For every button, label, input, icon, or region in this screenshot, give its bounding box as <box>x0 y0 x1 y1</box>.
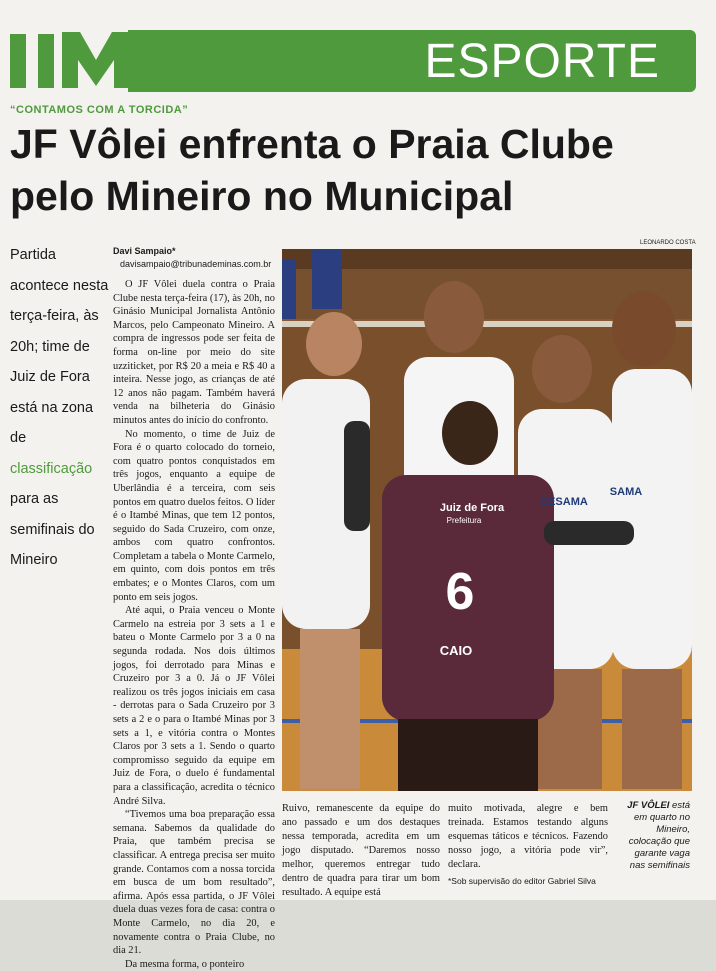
photo-credit: LEONARDO COSTA <box>640 240 696 246</box>
jersey-text: Juiz de Fora <box>439 502 505 514</box>
kicker-highlight: classificação <box>10 460 93 477</box>
kicker-part-1: Partida acontece nesta terça-feira, às 20h; time de <box>10 247 109 355</box>
photo-caption <box>622 800 690 872</box>
jersey-name: CAIO <box>439 643 473 658</box>
byline-author: Davi Sampaio* <box>113 246 176 256</box>
article-column-2 <box>282 802 440 900</box>
paragraph: Da mesma forma, o ponteiro <box>125 958 245 970</box>
team-photo-illustration <box>282 249 692 791</box>
caption-bold: JF VÔLEI <box>627 800 670 811</box>
caption-text: está em quarto no Mineiro, colocação que garante vaga nas semifinais <box>628 800 690 871</box>
jersey-subtext: Prefeitura <box>446 516 482 525</box>
paragraph: O JF Vôlei duela contra o Praia Clube nesta terça-feira (17), às 20h, no Ginásio Municipal Jornalista Antônio Marcos, pelo Campeonato Mineiro. A compra de ingressos pode ser feita de forma on-line por meio do site uzziticket, por R$ 20 a meia e R$ 40 a inteira. Nesse jogo, as crianças de até 12 anos não pagam. Também haverá venda na bilheteria do Ginásio minutos antes do início do confronto. <box>113 279 275 426</box>
sponsor-label-2: SAMA <box>609 486 643 498</box>
jersey-number: 6 <box>445 563 475 621</box>
paragraph: No momento, o time de Juiz de Fora é o quarto colocado do torneio, com quatro pontos conquistados em três jogos, enquanto a equipe de Uberlândia é a terceira, com seis pontos em quatro duelos feitos. O líder é o Itambé Minas, que tem 12 pontos, seguido do Sada Cruzeiro, com onze, ambos com quatro confrontos. Completam a tabela o Monte Carmelo, em quinto, com dois pontos em três embates; e o Montes Claros, com um ponto em seis jogos. <box>113 428 275 603</box>
headline-line-1: JF Vôlei enfrenta o Praia Clube <box>10 121 614 167</box>
newspaper-logo <box>10 26 130 92</box>
headline-line-2: pelo Mineiro no Municipal <box>10 173 514 219</box>
paragraph: Ruivo, remanescente da equipe do ano passado e um dos destaques nessa temporada, acredita em um jogo disputado. “Daremos nosso melhor, queremos entregar tudo dentro de quadra para tirar um bom resultado. A equipe está <box>282 803 440 898</box>
paragraph: muito motivada, alegre e bem treinada. Estamos testando alguns esquemas táticos e técnicos. Fazendo nosso jogo, a vitória pode vir”, declara. <box>448 803 608 870</box>
tagline: “CONTAMOS COM A TORCIDA” <box>10 104 189 116</box>
paragraph: “Tivemos uma boa preparação essa semana. Sabemos da qualidade do Praia, que também precisa se classificar. A entrega precisa ser muito grande. Contamos com a nossa torcida em busca de um bom resultado”, afirma. Após essa partida, o JF Vôlei duela duas vezes fora de casa: contra o Monte Carmelo, no dia 20, e novamente contra o Praia Clube, no dia 21. <box>113 809 275 957</box>
kicker-city: Juiz de Fora <box>10 369 90 385</box>
headline <box>10 118 710 222</box>
section-label: ESPORTE <box>424 35 660 88</box>
article-column-1 <box>113 278 275 971</box>
section-banner <box>128 30 696 92</box>
article-column-3 <box>448 802 608 887</box>
sponsor-label-1: CESAMA <box>540 496 588 508</box>
kicker-part-3: para as semifinais do Mineiro <box>10 491 95 568</box>
kicker-part-2: está na zona de <box>10 399 94 446</box>
editor-note: *Sob supervisão do editor Gabriel Silva <box>448 876 596 886</box>
kicker-summary <box>10 240 110 576</box>
team-photo <box>282 249 692 791</box>
paragraph: Até aqui, o Praia venceu o Monte Carmelo na estreia por 3 sets a 1 e bateu o Monte Carmelo por 3 a 0 na segunda rodada. Nos dois últimos jogos, foi derrotado para Minas e Cruzeiro por 3 a 0. Já o JF Vôlei realizou os três jogos iniciais em casa - derrotas para o Sada Cruzeiro por 3 sets a 2 e o para o Itambé Minas por 3 sets a 1, e vitória contra o Montes Claros por 3 sets a 1. Sendo o quarto compromisso seguido da equipe em Juiz de Fora, o duelo é fundamental para a classificação, acredita o técnico André Silva. <box>113 605 275 807</box>
byline-email[interactable]: davisampaio@tribunademinas.com.br <box>120 259 272 269</box>
